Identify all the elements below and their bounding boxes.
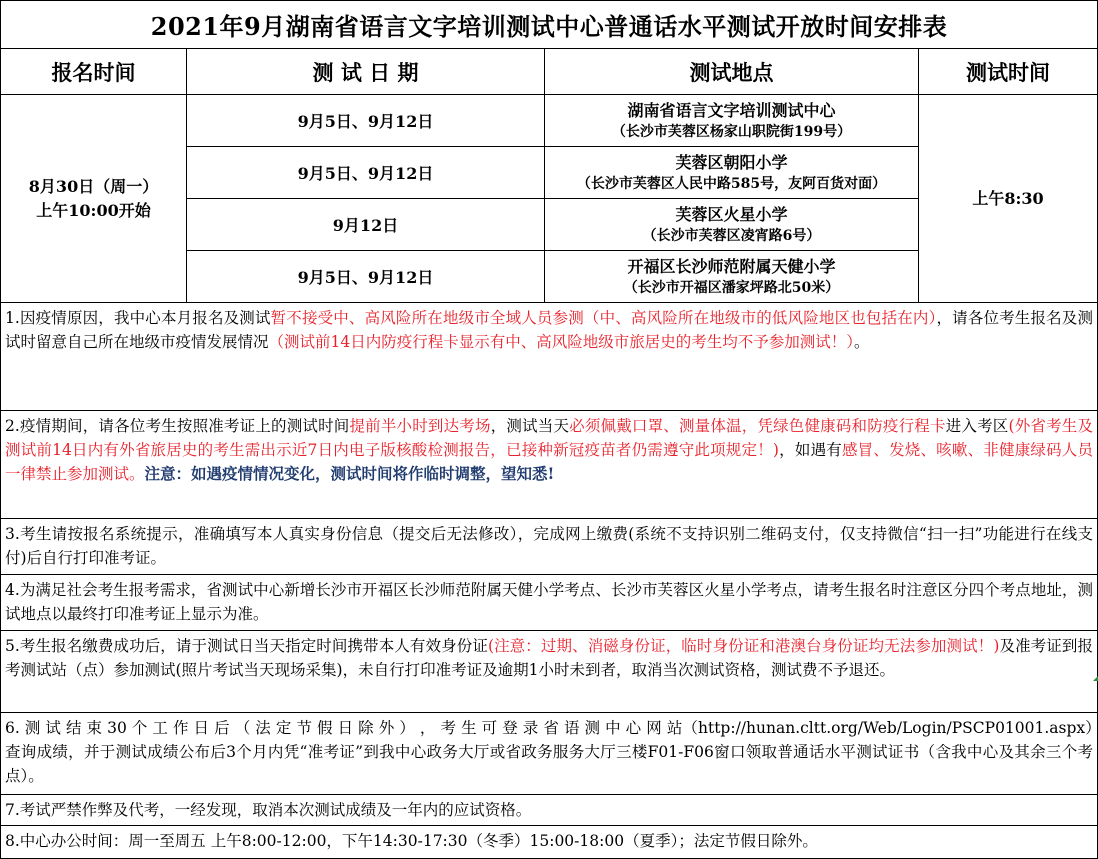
note-2-text: ，测试当天 bbox=[490, 417, 570, 435]
session-location bbox=[545, 251, 919, 303]
note-1 bbox=[1, 303, 1098, 411]
note-row bbox=[1, 575, 1098, 631]
note-5-text: 5.考生报名缴费成功后，请于测试日当天指定时间携带本人有效身份证 bbox=[5, 637, 488, 655]
note-6-text: （http://hunan.cltt.org/Web/Login/PSCP01001.aspx）查询成绩，并于测试成绩公布后3个月内凭“准考证”到我中心政务大厅或省政务服务大厅三楼F01-F06窗口领取普通话水平测试证书（含我中心及其余三个考点）。 bbox=[5, 719, 1093, 785]
session-date: 9月5日、9月12日 bbox=[187, 147, 545, 199]
note-row bbox=[1, 713, 1098, 795]
session-location bbox=[545, 147, 919, 199]
note-row bbox=[1, 411, 1098, 519]
test-time-cell: 上午8:30 bbox=[919, 95, 1098, 303]
registration-start: 上午10:00开始 bbox=[36, 200, 151, 220]
note-2-warning: 必须佩戴口罩、测量体温，凭绿色健康码和防疫行程卡 bbox=[569, 417, 946, 435]
note-2-text: ，如遇有 bbox=[778, 441, 842, 459]
venue-name: 湖南省语言文字培训测试中心 bbox=[627, 100, 836, 120]
venue-name: 芙蓉区火星小学 bbox=[675, 204, 788, 224]
header-test-time: 测试时间 bbox=[919, 49, 1098, 95]
cell-marker-icon bbox=[1093, 676, 1098, 681]
venue-address: （长沙市芙蓉区凌宵路6号） bbox=[642, 227, 821, 244]
header-row bbox=[1, 49, 1098, 95]
header-registration: 报名时间 bbox=[1, 49, 187, 95]
venue-address: （长沙市芙蓉区人民中路585号，友阿百货对面） bbox=[576, 175, 887, 192]
note-1-warning: 暂不接受中、高风险所在地级市全域人员参测（中、高风险所在地级市的低风险地区也包括在内） bbox=[270, 309, 937, 327]
note-row bbox=[1, 519, 1098, 575]
note-7: 7.考试严禁作弊及代考，一经发现，取消本次测试成绩及一年内的应试资格。 bbox=[1, 795, 1098, 826]
note-1-warning: （测试前14日内防疫行程卡显示有中、高风险地级市旅居史的考生均不予参加测试！） bbox=[268, 333, 854, 351]
note-1-text: 。 bbox=[854, 333, 870, 351]
note-4: 4.为满足社会考生报考需求，省测试中心新增长沙市开福区长沙师范附属天健小学考点、长沙市芙蓉区火星小学考点，请考生报名时注意区分四个考点地址，测试地点以最终打印准考证上显示为准。 bbox=[1, 575, 1098, 631]
note-5-warning: (注意：过期、消磁身份证，临时身份证和港澳台身份证均无法参加测试！) bbox=[487, 637, 1000, 655]
page-title: 2021年9月湖南省语言文字培训测试中心普通话水平测试开放时间安排表 bbox=[1, 1, 1098, 49]
session-date: 9月5日、9月12日 bbox=[187, 95, 545, 147]
note-1-text: 1.因疫情原因，我中心本月报名及测试 bbox=[5, 309, 271, 327]
venue-name: 开福区长沙师范附属天健小学 bbox=[627, 256, 836, 276]
note-1-text: ，请各位考生报名及测试时留意自己所在地级市疫情发展情况 bbox=[5, 309, 1093, 351]
registration-date: 8月30日（周一） bbox=[28, 176, 159, 196]
venue-address: （长沙市芙蓉区杨家山职院街199号） bbox=[611, 123, 852, 140]
session-location bbox=[545, 95, 919, 147]
note-2-text: 2.疫情期间，请各位考生按照准考证上的测试时间 bbox=[5, 417, 350, 435]
note-6 bbox=[1, 713, 1098, 795]
note-row bbox=[1, 303, 1098, 411]
note-5 bbox=[1, 631, 1098, 713]
note-row bbox=[1, 826, 1098, 859]
note-8: 8.中心办公时间：周一至周五 上午8:00-12:00，下午14:30-17:30（冬季）15:00-18:00（夏季）；法定节假日除外。 bbox=[1, 826, 1098, 859]
venue-name: 芙蓉区朝阳小学 bbox=[675, 152, 788, 172]
title-row bbox=[1, 1, 1098, 49]
note-3: 3.考生请按报名系统提示，准确填写本人真实身份信息（提交后无法修改），完成网上缴费(系统不支持识别二维码支付，仅支持微信“扫一扫”功能进行在线支付)后自行打印准考证。 bbox=[1, 519, 1098, 575]
header-location: 测试地点 bbox=[545, 49, 919, 95]
note-5-text: 及准考证到报考测试站（点）参加测试(照片考试当天现场采集)，未自行打印准考证及逾期1小时未到者，取消当次测试资格，测试费不予退还。 bbox=[5, 637, 1093, 679]
note-2-text: 进入考区 bbox=[945, 417, 1009, 435]
note-2-warning: (外省考生及测试前14日内有外省旅居史的考生需出示近7日内电子版核酸检测报告，已接种新冠疫苗者仍需遵守此项规定！) bbox=[5, 417, 1093, 459]
session-row bbox=[1, 95, 1098, 147]
note-row bbox=[1, 795, 1098, 826]
note-6-text: 6. 测 试 结 束 30 个 工 作 日 后 （ 法 定 节 假 日 除 外 ） ， 考 生 可 登 录 省 语 测 中 心 网 站 bbox=[5, 719, 683, 737]
note-row bbox=[1, 631, 1098, 713]
session-date: 9月12日 bbox=[187, 199, 545, 251]
note-2-warning: 感冒、发烧、咳嗽、非健康绿码人员一律禁止参加测试。 bbox=[5, 441, 1093, 483]
note-2-warning: 提前半小时到达考场 bbox=[349, 417, 491, 435]
session-date: 9月5日、9月12日 bbox=[187, 251, 545, 303]
session-location bbox=[545, 199, 919, 251]
registration-cell bbox=[1, 95, 187, 303]
note-2-notice: 注意：如遇疫情情况变化，测试时间将作临时调整，望知悉! bbox=[144, 464, 555, 483]
header-test-date: 测 试 日 期 bbox=[187, 49, 545, 95]
venue-address: （长沙市开福区潘家坪路北50米） bbox=[623, 279, 840, 296]
note-2 bbox=[1, 411, 1098, 519]
